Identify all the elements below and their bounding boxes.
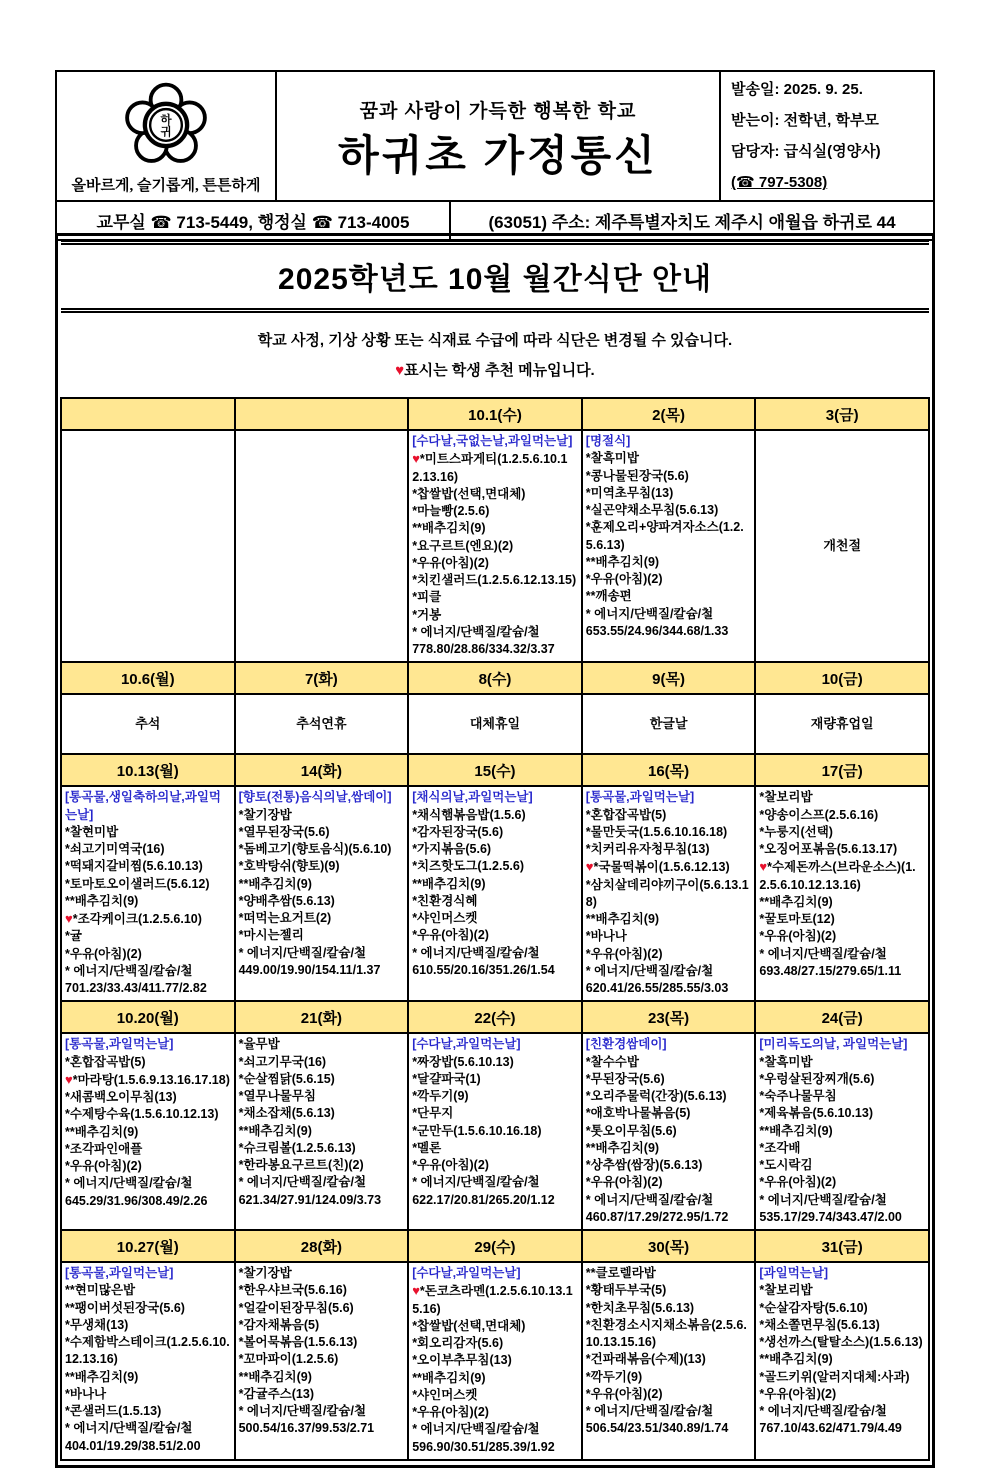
menu-line: [친환경쌈데이]	[585, 1037, 667, 1052]
day-menu-cell	[409, 1263, 583, 1459]
menu-line: * 에너지/단백질/칼슘/철	[65, 963, 193, 978]
menu-line: *찰수수밥	[585, 1054, 639, 1069]
menu-line: *율무밥	[238, 1037, 280, 1052]
day-menu-cell	[236, 1263, 410, 1459]
week-header-row	[62, 753, 928, 787]
menu-line: *얼갈이된장무침(5.6)	[238, 1300, 354, 1315]
menu-line: * 에너지/단백질/칼슘/철	[585, 1192, 714, 1207]
day-header: 16(목)	[583, 755, 757, 785]
menu-line: *제육볶음(5.6.10.13)	[759, 1106, 873, 1121]
menu-line: *콩나물된장국(5.6)	[585, 468, 689, 483]
menu-line: ♥*마라탕(1.5.6.9.13.16.17.18)	[65, 1071, 230, 1087]
menu-line: * 에너지/단백질/칼슘/철	[238, 1404, 367, 1418]
menu-line: *달걀파국(1)	[412, 1071, 481, 1086]
day-menu-cell	[236, 431, 410, 661]
day-header: 29(수)	[409, 1231, 583, 1261]
menu-line: [수다날,과일먹는날]	[412, 1266, 521, 1280]
day-menu-cell	[62, 431, 236, 661]
menu-line: 767.10/43.62/471.79/4.49	[759, 1421, 902, 1436]
menu-line: *치킨샐러드(1.2.5.6.12.13.15)	[412, 573, 577, 587]
menu-line: * 에너지/단백질/칼슘/철	[412, 945, 540, 960]
menu-line: **현미많은밥	[65, 1283, 136, 1298]
day-menu-cell	[756, 1263, 928, 1459]
menu-line: **배추김치(9)	[585, 554, 660, 569]
day-menu-cell: 대체휴일	[409, 695, 583, 753]
menu-line: **배추김치(9)	[238, 1123, 312, 1138]
menu-line: *쇠고기미역국(16)	[65, 842, 165, 856]
menu-line: *훈제오리+양파겨자소스(1.2.5.6.13)	[585, 520, 744, 552]
menu-line: [통곡물,생일축하의날,과일먹는날]	[65, 790, 222, 822]
day-menu-cell: 한글날	[583, 695, 757, 753]
menu-line: **배추김치(9)	[238, 876, 312, 891]
menu-line: *한치초무침(5.6.13)	[585, 1300, 695, 1315]
menu-line: *우유(아침)(2)	[585, 572, 663, 586]
menu-line: 653.55/24.96/344.68/1.33	[585, 623, 729, 638]
week-header-row	[62, 1229, 928, 1263]
menu-line: **배추김치(9)	[412, 521, 486, 536]
menu-line: *감자된장국(5.6)	[412, 824, 504, 839]
title-cell	[277, 72, 721, 200]
day-menu-cell	[409, 787, 583, 1000]
day-menu-cell	[62, 787, 236, 1000]
menu-line: *실곤약채소무침(5.6.13)	[585, 503, 719, 517]
info-cell	[721, 72, 933, 200]
menu-line: *치커리유자청무침(13)	[585, 842, 710, 856]
menu-line: *감자채볶음(5)	[238, 1317, 320, 1332]
menu-line: **배추김치(9)	[65, 893, 139, 908]
school-logo-icon	[118, 76, 214, 172]
menu-line: *가지볶음(5.6)	[412, 842, 492, 856]
heart-icon: ♥	[412, 451, 420, 467]
day-menu-cell	[756, 787, 928, 1000]
menu-line: * 에너지/단백질/칼슘/철	[412, 1422, 540, 1437]
day-header: 8(수)	[409, 663, 583, 693]
day-header: 15(수)	[409, 755, 583, 785]
menu-line: **배추김치(9)	[65, 1124, 139, 1139]
menu-line: * 에너지/단백질/칼슘/철	[412, 624, 540, 639]
week-header-row	[62, 1000, 928, 1034]
menu-line: *친환경식혜	[412, 893, 478, 908]
menu-line: **배추김치(9)	[585, 912, 660, 926]
menu-line: 621.34/27.91/124.09/3.73	[238, 1192, 382, 1207]
menu-line: *떡돼지갈비찜(5.6.10.13)	[65, 859, 203, 874]
notice-line-2: 표시는 학생 추천 메뉴입니다.	[404, 362, 595, 379]
menu-line: 449.00/19.90/154.11/1.37	[238, 962, 381, 977]
svg-text:하: 하	[160, 114, 172, 127]
manager: 담당자: 급식실(영양사)	[731, 143, 881, 161]
menu-line: * 에너지/단백질/칼슘/철	[238, 945, 367, 960]
menu-line: *찰흑미밥	[585, 451, 639, 466]
menu-line: *꼬마파이(1.2.5.6)	[238, 1352, 339, 1367]
menu-line: *쇠고기무국(16)	[238, 1054, 327, 1069]
week-content-row	[62, 1034, 928, 1229]
menu-line: *무된장국(5.6)	[585, 1071, 665, 1086]
office-phones: 교무실 ☎ 713-5449, 행정실 ☎ 713-4005	[57, 202, 451, 239]
menu-line: [향토(전통)음식의날,쌈데이]	[238, 790, 392, 805]
menu-line: *꿀토마토(12)	[759, 912, 835, 926]
day-header: 14(화)	[236, 755, 410, 785]
heart-icon: ♥	[585, 859, 594, 875]
menu-line: * 에너지/단백질/칼슘/철	[585, 606, 714, 621]
day-header: 24(금)	[821, 1010, 863, 1028]
menu-line: *오이부추무침(13)	[412, 1353, 512, 1368]
menu-line: *바나나	[65, 1386, 107, 1401]
day-menu-cell	[409, 1034, 583, 1229]
week-content-row	[62, 1263, 928, 1459]
svg-text:귀: 귀	[160, 126, 172, 139]
menu-line: *오리주물럭(간장)(5.6.13)	[585, 1089, 727, 1103]
menu-line: *숙주나물무침	[759, 1089, 837, 1103]
menu-line: **배추김치(9)	[759, 1352, 833, 1367]
header-top-row	[57, 72, 933, 202]
menu-line: * 에너지/단백질/칼슘/철	[759, 1192, 887, 1207]
school-address: (63051) 주소: 제주특별자치도 제주시 애월읍 하귀로 44	[488, 213, 896, 232]
day-menu-cell: 추석연휴	[236, 695, 410, 753]
day-menu-cell	[583, 787, 757, 1000]
menu-line: *요구르트(엔요)(2)	[412, 538, 514, 553]
menu-line: *우유(아침)(2)	[412, 1405, 489, 1419]
menu-line: *한라봉요구르트(친)(2)	[238, 1158, 364, 1172]
menu-line: *우유(아침)(2)	[585, 946, 663, 961]
menu-line: *삼치살데리야끼구이(5.6.13.18)	[585, 877, 749, 909]
menu-line: *피클	[412, 590, 442, 605]
logo-cell	[57, 72, 277, 200]
menu-line: [채식의날,과일먹는날]	[412, 790, 533, 805]
menu-line: * 에너지/단백질/칼슘/철	[585, 1404, 714, 1418]
menu-line: *짜장밥(5.6.10.13)	[412, 1054, 514, 1069]
send-date: 발송일: 2025. 9. 25.	[731, 81, 863, 98]
menu-notice-box	[55, 233, 935, 1468]
menu-line: *치즈핫도그(1.2.5.6)	[412, 859, 524, 874]
day-header: 10(금)	[821, 671, 863, 689]
menu-line: *토마토오이샐러드(5.6.12)	[65, 876, 210, 891]
menu-line: *누룽지(선택)	[759, 824, 833, 839]
menu-line: **팽이버섯된장국(5.6)	[65, 1300, 185, 1315]
week-header-row	[62, 661, 928, 695]
menu-line: * 에너지/단백질/칼슘/철	[585, 963, 714, 978]
menu-line: 645.29/31.96/308.49/2.26	[65, 1193, 208, 1208]
menu-line: **클로렐라밥	[585, 1266, 656, 1280]
menu-line: 596.90/30.51/285.39/1.92	[412, 1439, 555, 1454]
menu-line: *슈크림볼(1.2.5.6.13)	[238, 1140, 356, 1155]
menu-line: *단무지	[412, 1106, 454, 1121]
menu-line: ♥*미트스파게티(1.2.5.6.10.12.13.16)	[412, 451, 568, 484]
menu-line: **배추김치(9)	[412, 876, 486, 891]
menu-line: [수다날,과일먹는날]	[412, 1037, 521, 1052]
day-header: 28(화)	[236, 1231, 410, 1261]
day-header: 9(목)	[583, 663, 757, 693]
menu-line: 778.80/28.86/334.32/3.37	[412, 642, 555, 656]
menu-line: *깍두기(9)	[585, 1369, 643, 1384]
day-menu-cell	[236, 787, 410, 1000]
menu-line: *오징어포볶음(5.6.13.17)	[759, 842, 898, 856]
menu-line: *찹쌀밥(선택,면대체)	[412, 486, 526, 501]
menu-line: *애호박나물볶음(5)	[585, 1106, 691, 1121]
day-header: 10.20(월)	[62, 1002, 236, 1032]
newsletter-title: 하귀초 가정통신	[338, 131, 658, 179]
menu-line: *미역초무침(13)	[585, 485, 674, 500]
menu-line: *찹쌀밥(선택,면대체)	[412, 1318, 526, 1333]
heart-icon: ♥	[412, 1283, 420, 1299]
menu-line: *수제함박스테이크(1.2.5.6.10.12.13.16)	[65, 1335, 230, 1367]
day-menu-cell	[583, 1263, 757, 1459]
menu-line: * 에너지/단백질/칼슘/철	[759, 1404, 887, 1418]
menu-line: *찰보리밥	[759, 1283, 813, 1298]
menu-line: *찰기장밥	[238, 1266, 292, 1280]
menu-line: *호박탕쉬(향토)(9)	[238, 859, 340, 874]
menu-line: * 에너지/단백질/칼슘/철	[65, 1421, 193, 1436]
menu-line: *멜론	[412, 1140, 442, 1155]
day-header: 21(화)	[236, 1002, 410, 1032]
menu-line: *순살감자탕(5.6.10)	[759, 1300, 868, 1315]
menu-line: *찰기장밥	[238, 807, 292, 822]
menu-line: *도시락김	[759, 1158, 813, 1172]
day-menu-cell: 개천절	[823, 537, 862, 553]
menu-line: 404.01/19.29/38.51/2.00	[65, 1438, 201, 1453]
menu-line: *상추쌈(쌈장)(5.6.13)	[585, 1158, 703, 1172]
menu-line: *혼합잡곡밥(5)	[585, 807, 667, 822]
menu-line: *회오리감자(5.6)	[412, 1336, 504, 1350]
menu-line: *마시는젤리	[238, 928, 304, 943]
menu-line: 701.23/33.43/411.77/2.82	[65, 981, 207, 995]
day-menu-cell	[756, 1034, 928, 1229]
menu-line: ♥*국물떡볶이(1.5.6.12.13)	[585, 859, 730, 875]
menu-line: *콘샐러드(1.5.13)	[65, 1404, 162, 1418]
menu-line: *우유(아침)(2)	[412, 555, 489, 570]
menu-line: [과일먹는날]	[759, 1266, 829, 1280]
day-menu-cell	[62, 1034, 236, 1229]
menu-line: *볼어묵볶음(1.5.6.13)	[238, 1335, 358, 1349]
menu-line: *양배추쌈(5.6.13)	[238, 893, 335, 908]
week-content-row	[62, 787, 928, 1000]
menu-line: *우유(아침)(2)	[759, 929, 837, 944]
menu-line: *물만둣국(1.5.6.10.16.18)	[585, 824, 728, 839]
contact-phone: (☎ 797-5308)	[731, 174, 828, 192]
menu-line: *감귤주스(13)	[238, 1386, 314, 1401]
day-menu-cell	[236, 1034, 410, 1229]
menu-line: [통곡물,과일먹는날]	[65, 1037, 174, 1052]
menu-line: 693.48/27.15/279.65/1.11	[759, 963, 902, 978]
menu-line: *열무된장국(5.6)	[238, 824, 330, 839]
menu-line: *찰현미밥	[65, 824, 119, 839]
menu-line: *채식햄볶음밥(1.5.6)	[412, 807, 526, 822]
menu-line: *채소잡채(5.6.13)	[238, 1106, 335, 1121]
menu-line: 535.17/29.74/343.47/2.00	[759, 1209, 902, 1224]
menu-line: *혼합잡곡밥(5)	[65, 1054, 146, 1069]
day-header: 10.1(수)	[409, 399, 583, 429]
document-title: 2025학년도 10월 월간식단 안내	[61, 240, 929, 313]
day-header: 3(금)	[825, 407, 859, 424]
menu-line: *우유(아침)(2)	[412, 928, 489, 943]
menu-line: **배추김치(9)	[759, 1123, 833, 1138]
menu-line: *우유(아침)(2)	[585, 1175, 663, 1190]
menu-line: * 에너지/단백질/칼슘/철	[412, 1175, 540, 1190]
header-banner	[55, 70, 935, 241]
day-menu-cell	[62, 1263, 236, 1459]
heart-icon: ♥	[65, 1071, 73, 1087]
menu-line: *우유(아침)(2)	[412, 1158, 489, 1172]
menu-line: ♥*수제돈까스(브라운소스)(1.2.5.6.10.12.13.16)	[759, 859, 916, 892]
day-header	[62, 399, 236, 429]
menu-line: 620.41/26.55/285.55/3.03	[585, 981, 729, 995]
day-menu-cell	[409, 431, 583, 661]
day-menu-cell: 재량휴업일	[810, 715, 874, 731]
monthly-menu-calendar	[60, 397, 930, 1461]
menu-line: **배추김치(9)	[238, 1369, 312, 1384]
menu-line: *돔베고기(향토음식)(5.6.10)	[238, 842, 392, 856]
menu-line: *거봉	[412, 607, 442, 622]
day-menu-cell	[583, 431, 757, 661]
week-header-row	[62, 399, 928, 431]
recipient: 받는이: 전학년, 학부모	[731, 112, 879, 130]
day-header: 22(수)	[409, 1002, 583, 1032]
notice-line-1: 학교 사정, 기상 상황 또는 식재료 수급에 따라 식단은 변경될 수 있습니다.	[257, 332, 733, 349]
school-motto: 꿈과 사랑이 가득한 행복한 학교	[359, 100, 637, 122]
menu-line: *마늘빵(2.5.6)	[412, 504, 490, 518]
day-header: 17(금)	[821, 763, 863, 781]
week-content-row	[62, 431, 928, 661]
menu-line: *열무나물무침	[238, 1089, 316, 1103]
day-header: 30(목)	[583, 1231, 757, 1261]
day-header: 23(목)	[583, 1002, 757, 1032]
menu-line: **배추김치(9)	[759, 894, 833, 909]
menu-line: *양송이스프(2.5.6.16)	[759, 807, 879, 822]
menu-line: *떠먹는요거트(2)	[238, 911, 332, 925]
menu-line: 460.87/17.29/272.95/1.72	[585, 1209, 729, 1224]
menu-line: *우유(아침)(2)	[759, 1386, 837, 1401]
menu-line: *깍두기(9)	[412, 1089, 469, 1103]
menu-line: *순살찜닭(5.6.15)	[238, 1071, 335, 1086]
menu-line: *한우샤브국(5.6.16)	[238, 1283, 347, 1298]
menu-line: 622.17/20.81/265.20/1.12	[412, 1192, 555, 1207]
menu-line: *생선까스(탈탈소스)(1.5.6.13)	[759, 1335, 923, 1349]
menu-line: *군만두(1.5.6.10.16.18)	[412, 1123, 542, 1138]
menu-line: **배추김치(9)	[412, 1370, 486, 1385]
day-menu-cell: 추석	[62, 695, 236, 753]
notice-text	[58, 326, 932, 386]
menu-line: 610.55/20.16/351.26/1.54	[412, 962, 555, 977]
menu-line: *우유(아침)(2)	[65, 946, 142, 961]
menu-line: *새콤백오이무침(13)	[65, 1090, 177, 1104]
menu-line: [수다날,국없는날,과일먹는날]	[412, 434, 573, 448]
day-header: 7(화)	[236, 663, 410, 693]
heart-icon: ♥	[759, 859, 768, 875]
menu-line: *건파래볶음(수제)(13)	[585, 1352, 706, 1367]
menu-line: ♥*조각케이크(1.2.5.6.10)	[65, 911, 202, 926]
day-header: 10.6(월)	[62, 663, 236, 693]
menu-line: *찰흑미밥	[759, 1054, 813, 1069]
menu-line: *바나나	[585, 929, 627, 944]
menu-line: *우유(아침)(2)	[65, 1159, 142, 1173]
menu-line: ♥*돈코츠라멘(1.2.5.6.10.13.15.16)	[412, 1283, 573, 1316]
day-header	[236, 399, 410, 429]
menu-line: *무생채(13)	[65, 1317, 129, 1332]
heart-icon: ♥	[395, 362, 405, 379]
heart-icon: ♥	[65, 911, 73, 926]
menu-line: 506.54/23.51/340.89/1.74	[585, 1421, 729, 1436]
day-header: 10.27(월)	[62, 1231, 236, 1261]
menu-line: *우렁살된장찌개(5.6)	[759, 1071, 875, 1086]
day-header: 2(목)	[583, 399, 757, 429]
school-slogan: 올바르게, 슬기롭게, 튼튼하게	[71, 178, 261, 194]
menu-line: *샤인머스켓	[412, 1387, 478, 1402]
menu-line: * 에너지/단백질/칼슘/철	[238, 1175, 367, 1190]
menu-line: * 에너지/단백질/칼슘/철	[759, 946, 887, 961]
menu-line: *조각배	[759, 1140, 801, 1155]
menu-line: [통곡물,과일먹는날]	[65, 1266, 174, 1280]
menu-line: *조각파인애플	[65, 1141, 143, 1156]
menu-line: **배추김치(9)	[585, 1140, 660, 1155]
menu-line: *귤	[65, 929, 82, 944]
menu-line: 500.54/16.37/99.53/2.71	[238, 1421, 375, 1436]
day-header: 10.13(월)	[62, 755, 236, 785]
menu-line: *수제탕수육(1.5.6.10.12.13)	[65, 1107, 219, 1122]
menu-line: **배추김치(9)	[65, 1369, 139, 1384]
menu-line: **깨송편	[585, 589, 632, 604]
week-content-row	[62, 695, 928, 753]
menu-line: *우유(아침)(2)	[759, 1175, 837, 1190]
menu-line: *황태두부국(5)	[585, 1283, 667, 1298]
menu-line: *톳오이무침(5.6)	[585, 1123, 677, 1138]
menu-line: [명절식]	[585, 434, 631, 448]
menu-line: [통곡물,과일먹는날]	[585, 790, 695, 805]
menu-line: *샤인머스켓	[412, 911, 478, 925]
menu-line: * 에너지/단백질/칼슘/철	[65, 1176, 193, 1191]
menu-line: [미리독도의날, 과일먹는날]	[759, 1037, 908, 1052]
menu-line: *친환경소시지채소볶음(2.5.6.10.13.15.16)	[585, 1317, 747, 1349]
day-header: 31(금)	[821, 1239, 863, 1256]
menu-line: *우유(아침)(2)	[585, 1386, 663, 1401]
menu-line: *채소쫄면무침(5.6.13)	[759, 1317, 880, 1332]
menu-line: *골드키위(알러지대체:사과)	[759, 1369, 910, 1384]
menu-line: *찰보리밥	[759, 790, 813, 805]
day-menu-cell	[583, 1034, 757, 1229]
